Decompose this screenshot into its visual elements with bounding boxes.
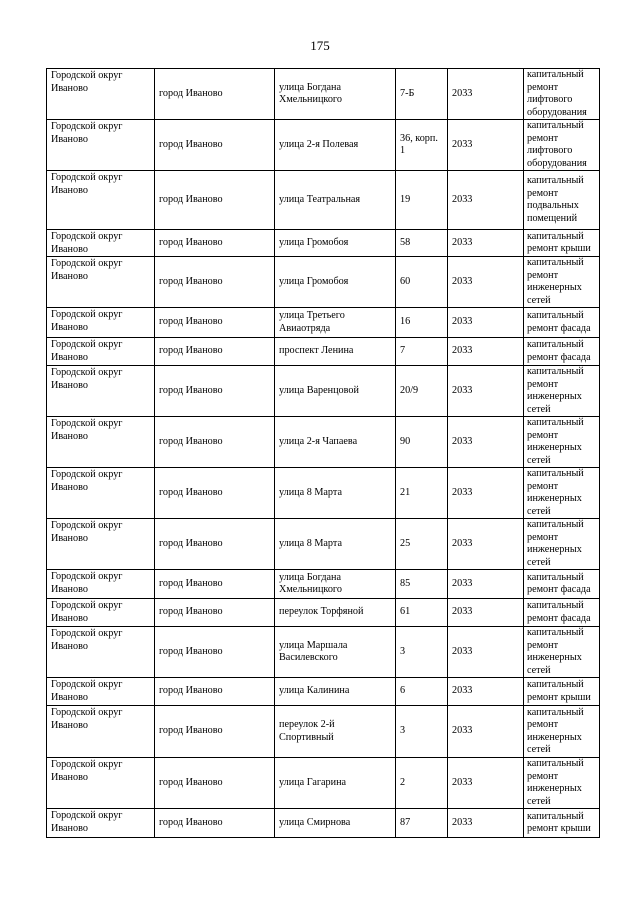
street-cell: улица Смирнова	[275, 809, 396, 838]
house-cell: 20/9	[396, 366, 448, 417]
year-cell: 2033	[448, 678, 524, 706]
street-cell: улица Маршала Василевского	[275, 627, 396, 678]
work-type-cell: капитальный ремонт фасада	[524, 599, 600, 627]
house-cell: 7	[396, 338, 448, 366]
house-cell: 85	[396, 570, 448, 599]
house-cell: 60	[396, 257, 448, 308]
city-cell: город Иваново	[155, 171, 275, 230]
table-row	[47, 678, 600, 706]
city-cell: город Иваново	[155, 519, 275, 570]
table-row	[47, 519, 600, 570]
street-cell: улица 2-я Чапаева	[275, 417, 396, 468]
house-cell: 3	[396, 706, 448, 758]
table-row	[47, 257, 600, 308]
house-cell: 6	[396, 678, 448, 706]
year-cell: 2033	[448, 706, 524, 758]
city-cell: город Иваново	[155, 257, 275, 308]
okrug-cell: Городской округ Иваново	[47, 519, 155, 570]
street-cell: улица Калинина	[275, 678, 396, 706]
street-cell: улица Гагарина	[275, 758, 396, 809]
table-row	[47, 417, 600, 468]
okrug-cell: Городской округ Иваново	[47, 599, 155, 627]
page-number: 175	[310, 38, 330, 53]
house-cell: 7-Б	[396, 69, 448, 120]
okrug-cell: Городской округ Иваново	[47, 468, 155, 519]
year-cell: 2033	[448, 338, 524, 366]
house-cell: 58	[396, 230, 448, 257]
house-cell: 61	[396, 599, 448, 627]
work-type-cell: капитальный ремонт крыши	[524, 678, 600, 706]
okrug-cell: Городской округ Иваново	[47, 338, 155, 366]
city-cell: город Иваново	[155, 120, 275, 171]
table-row	[47, 706, 600, 758]
work-type-cell: капитальный ремонт инженерных сетей	[524, 366, 600, 417]
table-row	[47, 69, 600, 120]
street-cell: переулок 2-й Спортивный	[275, 706, 396, 758]
work-type-cell: капитальный ремонт инженерных сетей	[524, 758, 600, 809]
street-cell: улица Громобоя	[275, 230, 396, 257]
work-type-cell: капитальный ремонт инженерных сетей	[524, 468, 600, 519]
table-row	[47, 338, 600, 366]
okrug-cell: Городской округ Иваново	[47, 366, 155, 417]
table-row	[47, 468, 600, 519]
city-cell: город Иваново	[155, 570, 275, 599]
city-cell: город Иваново	[155, 627, 275, 678]
table-row	[47, 570, 600, 599]
house-cell: 2	[396, 758, 448, 809]
year-cell: 2033	[448, 417, 524, 468]
house-cell: 19	[396, 171, 448, 230]
city-cell: город Иваново	[155, 678, 275, 706]
year-cell: 2033	[448, 257, 524, 308]
year-cell: 2033	[448, 809, 524, 838]
table-row	[47, 599, 600, 627]
table-row	[47, 120, 600, 171]
street-cell: улица 8 Марта	[275, 519, 396, 570]
table-row	[47, 758, 600, 809]
city-cell: город Иваново	[155, 366, 275, 417]
okrug-cell: Городской округ Иваново	[47, 570, 155, 599]
work-type-cell: капитальный ремонт инженерных сетей	[524, 257, 600, 308]
street-cell: улица Богдана Хмельницкого	[275, 69, 396, 120]
year-cell: 2033	[448, 519, 524, 570]
city-cell: город Иваново	[155, 230, 275, 257]
year-cell: 2033	[448, 230, 524, 257]
work-type-cell: капитальный ремонт лифтового оборудования	[524, 69, 600, 120]
city-cell: город Иваново	[155, 69, 275, 120]
year-cell: 2033	[448, 758, 524, 809]
city-cell: город Иваново	[155, 468, 275, 519]
street-cell: улица 8 Марта	[275, 468, 396, 519]
okrug-cell: Городской округ Иваново	[47, 678, 155, 706]
year-cell: 2033	[448, 308, 524, 338]
work-type-cell: капитальный ремонт крыши	[524, 809, 600, 838]
city-cell: город Иваново	[155, 809, 275, 838]
year-cell: 2033	[448, 69, 524, 120]
work-type-cell: капитальный ремонт инженерных сетей	[524, 706, 600, 758]
house-cell: 25	[396, 519, 448, 570]
work-type-cell: капитальный ремонт лифтового оборудования	[524, 120, 600, 171]
house-cell: 36, корп. 1	[396, 120, 448, 171]
city-cell: город Иваново	[155, 599, 275, 627]
street-cell: проспект Ленина	[275, 338, 396, 366]
year-cell: 2033	[448, 570, 524, 599]
city-cell: город Иваново	[155, 417, 275, 468]
okrug-cell: Городской округ Иваново	[47, 120, 155, 171]
table-row	[47, 308, 600, 338]
work-type-cell: капитальный ремонт фасада	[524, 338, 600, 366]
house-cell: 3	[396, 627, 448, 678]
okrug-cell: Городской округ Иваново	[47, 706, 155, 758]
table-row	[47, 171, 600, 230]
okrug-cell: Городской округ Иваново	[47, 627, 155, 678]
year-cell: 2033	[448, 120, 524, 171]
work-type-cell: капитальный ремонт инженерных сетей	[524, 417, 600, 468]
table-row	[47, 366, 600, 417]
city-cell: город Иваново	[155, 338, 275, 366]
street-cell: улица Третьего Авиаотряда	[275, 308, 396, 338]
table-row	[47, 627, 600, 678]
work-type-cell: капитальный ремонт инженерных сетей	[524, 519, 600, 570]
okrug-cell: Городской округ Иваново	[47, 257, 155, 308]
work-type-cell: капитальный ремонт подвальных помещений	[524, 171, 600, 230]
okrug-cell: Городской округ Иваново	[47, 171, 155, 230]
house-cell: 16	[396, 308, 448, 338]
street-cell: улица Богдана Хмельницкого	[275, 570, 396, 599]
okrug-cell: Городской округ Иваново	[47, 308, 155, 338]
okrug-cell: Городской округ Иваново	[47, 417, 155, 468]
street-cell: улица Театральная	[275, 171, 396, 230]
street-cell: улица Громобоя	[275, 257, 396, 308]
year-cell: 2033	[448, 171, 524, 230]
okrug-cell: Городской округ Иваново	[47, 758, 155, 809]
street-cell: улица 2-я Полевая	[275, 120, 396, 171]
year-cell: 2033	[448, 468, 524, 519]
table-row	[47, 230, 600, 257]
house-cell: 87	[396, 809, 448, 838]
okrug-cell: Городской округ Иваново	[47, 230, 155, 257]
work-type-cell: капитальный ремонт фасада	[524, 308, 600, 338]
work-type-cell: капитальный ремонт крыши	[524, 230, 600, 257]
year-cell: 2033	[448, 599, 524, 627]
work-type-cell: капитальный ремонт инженерных сетей	[524, 627, 600, 678]
work-type-cell: капитальный ремонт фасада	[524, 570, 600, 599]
city-cell: город Иваново	[155, 706, 275, 758]
house-cell: 21	[396, 468, 448, 519]
year-cell: 2033	[448, 627, 524, 678]
house-cell: 90	[396, 417, 448, 468]
table-row	[47, 809, 600, 838]
okrug-cell: Городской округ Иваново	[47, 69, 155, 120]
city-cell: город Иваново	[155, 758, 275, 809]
street-cell: переулок Торфяной	[275, 599, 396, 627]
city-cell: город Иваново	[155, 308, 275, 338]
repair-schedule-table	[46, 68, 600, 838]
street-cell: улица Варенцовой	[275, 366, 396, 417]
okrug-cell: Городской округ Иваново	[47, 809, 155, 838]
year-cell: 2033	[448, 366, 524, 417]
